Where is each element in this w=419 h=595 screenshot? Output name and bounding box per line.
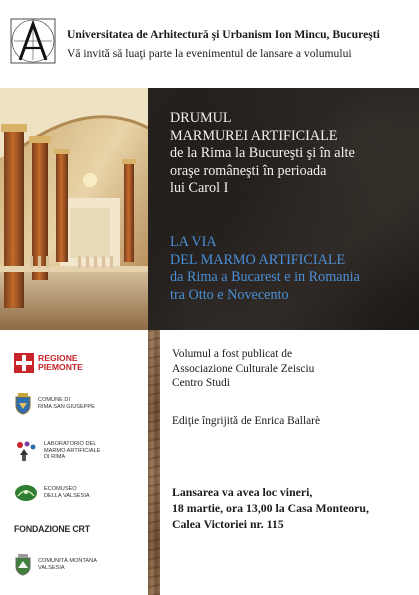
sponsor-fondazione-crt: [14, 524, 90, 534]
title-ro-line: de la Rima la Bucureşti şi în alte: [170, 145, 355, 161]
launch-details: [172, 484, 412, 532]
launch-line: Calea Victoriei nr. 115: [172, 517, 284, 531]
regione-piemonte-logo: [14, 353, 34, 373]
sponsor-comune-rima: [14, 393, 95, 415]
sponsor-label: COMUNITÀ MONTANA VALSESIA: [38, 558, 97, 571]
title-ro-line: lui Carol I: [170, 180, 229, 196]
title-it-line: tra Otto e Novecento: [170, 286, 289, 303]
sponsor-ecomuseo: [14, 484, 90, 502]
coat-of-arms-icon: [14, 554, 32, 576]
sponsor-label: COMUNE DI RIMA SAN GIUSEPPE: [38, 397, 95, 410]
publication-line: Centro Studi: [172, 377, 230, 390]
sponsor-label: ECOMUSEO DELLA VALSESIA: [44, 486, 90, 499]
launch-line: 18 martie, ora 13,00 la Casa Monteoru,: [172, 501, 369, 515]
title-panel: [148, 88, 419, 330]
sponsor-laboratorio: [14, 439, 100, 463]
title-it-line: LA VIA: [170, 234, 217, 250]
invitation-text: Vă invită să luaţi parte la evenimentul de lansare a volumului: [67, 47, 352, 60]
publication-line: Volumul a fost publicat de: [172, 348, 293, 360]
sponsor-label: LABORATORIO DEL MARMO ARTIFICIALE DI RIMA: [44, 440, 101, 461]
publication-info: [172, 347, 412, 391]
title-ro-line: MARMUREI ARTIFICIALE: [170, 127, 338, 144]
sponsor-regione-piemonte: [14, 353, 83, 373]
marble-strip: [148, 330, 160, 595]
publication-line: Associazione Culturale Zeisciu: [172, 362, 315, 375]
marble-hall-photo: [0, 88, 148, 330]
launch-line: Lansarea va avea loc vineri,: [172, 485, 313, 499]
title-romanian: [170, 110, 416, 198]
title-it-line: da Rima a Bucarest e in Romania: [170, 269, 360, 285]
sponsor-comunita-montana: [14, 554, 97, 576]
ecomuseo-logo: [14, 484, 38, 502]
header: [0, 0, 419, 88]
laboratorio-logo: [14, 439, 38, 463]
university-name: Universitatea de Arhitectură şi Urbanism Ion Mincu, Bucureşti: [67, 28, 380, 41]
title-italian: [170, 234, 416, 304]
sponsors-column: [0, 330, 148, 595]
fondazione-crt-logo: FONDAZIONE CRT: [14, 524, 90, 534]
compass-letter-a-logo: [10, 18, 56, 64]
coat-of-arms-icon: [14, 393, 32, 415]
editor-credit: Ediţie îngrijită de Enrica Ballarè: [172, 415, 321, 427]
title-it-line: DEL MARMO ARTIFICIALE: [170, 251, 346, 268]
title-ro-line: oraşe româneşti în perioada: [170, 162, 327, 179]
sponsor-label: REGIONE PIEMONTE: [38, 352, 83, 372]
title-ro-line: DRUMUL: [170, 110, 232, 126]
